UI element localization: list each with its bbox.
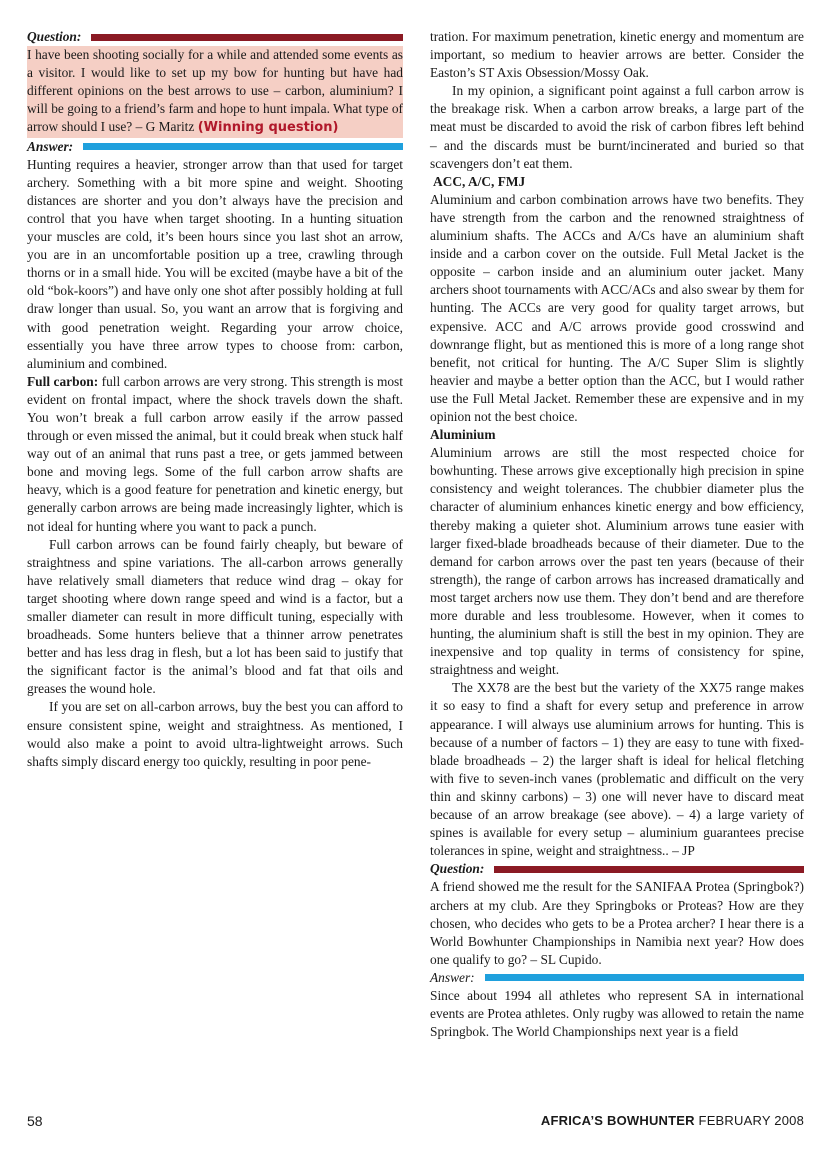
answer-paragraph: tration. For maximum penetration, kinetic energy and momentum are important, so medium to heavier arrows are better. Consider the Easton’s ST Axis Obsession/Mossy Oak. bbox=[430, 29, 804, 81]
section-heading: Aluminium bbox=[430, 427, 496, 443]
question-text bbox=[27, 46, 403, 137]
answer-paragraph: If you are set on all-carbon arrows, buy the best you can afford to ensure consistent spine, weight and straightness. As mentioned, I would also make a point to avoid ultra-lightweight arrows. Such shafts simply discard energy too quickly, resulting in poor pene- bbox=[27, 699, 403, 769]
question-label: Question: bbox=[430, 861, 485, 877]
magazine-title: AFRICA’S BOWHUNTER bbox=[540, 1113, 695, 1128]
question-header bbox=[27, 28, 403, 46]
paragraph-lead: Full carbon: bbox=[27, 373, 99, 389]
page-number: 58 bbox=[27, 1113, 43, 1129]
issue-date: FEBRUARY 2008 bbox=[698, 1113, 804, 1128]
winning-question-badge: (Winning question) bbox=[197, 120, 339, 136]
left-column bbox=[27, 28, 403, 771]
answer-paragraph: The XX78 are the best but the variety of the XX75 range makes it so easy to find a shaft for every setup and preference in arrow appearance. I will always use aluminium arrows for hunting. This is because of a number of factors – 1) they are easy to tune with fixed-blade broadheads – 2) the larger shaft is ideal for helical fletching with five to seven-inch vanes (problematic and difficult on the very thin and skinny carbons) – 3) one will never have to discard meat because of an arrow breakage (see above). – 4) a large variety of spines is available for every setup – aluminium guarantees precise tolerances in spine, weight and straightness.. – JP bbox=[430, 680, 804, 859]
question-label: Question: bbox=[27, 29, 82, 44]
question-header bbox=[430, 860, 804, 878]
section-heading: ACC, A/C, FMJ bbox=[433, 173, 526, 189]
answer-paragraph: Aluminium and carbon combination arrows have two benefits. They have strength from the carbon and the renowned straightness of aluminium shafts. The ACCs and A/Cs have an aluminium shaft inside and a carbon cover on the outside. Full Metal Jacket is the opposite – carbon inside and an aluminium outer jacket. Many archers shoot tournaments with ACC/ACs and also swear by them for hunting. The ACCs are very good for quality target arrows, but expensive. ACC and A/C arrows provide good crosswind and downrange flight, but as mentioned this is more of a long range shot benefit, not critical for hunting. The A/C Super Slim is slightly heavier and maybe a better option than the ACC, but I would rather use the Full Metal Jacket. Remember these are expensive and in my opinion not the best choice. bbox=[430, 191, 804, 424]
answer-paragraph: Aluminium arrows are still the most respected choice for bowhunting. These arrows give exceptionally high precision in spine consistency and weight tolerances. The chubbier diameter plus the character of aluminium enhances kinetic energy and bow efficiency, thereby making a quieter shot. Aluminium arrows tune easier with larger fixed-blade broadheads because of their diameter. Due to the demand for carbon arrows over the past ten years (because of their strength), the range of carbon arrows has increased dramatically and most target archers now use them. They don’t bend and are therefore more durable and less troublesome. However, when it comes to hunting, the aluminium shaft is still the best in my opinion. They are inexpensive and top quality in terms of consistency for spine, straightness and weight. bbox=[430, 445, 804, 678]
answer-paragraph: In my opinion, a significant point against a full carbon arrow is the breakage risk. When a carbon arrow breaks, a large part of the meat must be discarded to avoid the risk of carbon fibres left behind – and the discards must be burnt/incinerated and buried so that scavengers don’t eat them. bbox=[430, 83, 804, 171]
question-divider-bar bbox=[91, 34, 403, 41]
answer-label: Answer: bbox=[27, 138, 74, 154]
question-body: I have been shooting socially for a while and attended some events as a visitor. I would like to set up my bow for hunting but have had different opinions on the best arrows to use – carbon, aluminium? I will be going to a friend’s farm and hope to hunt impala. What type of arrow should I use? – G Maritz bbox=[27, 47, 403, 135]
answer-paragraph: Since about 1994 all athletes who represent SA in international events are Protea athletes. Only rugby was allowed to retain the name Springbok. The World Championships next year is a field bbox=[430, 987, 804, 1040]
answer-label: Answer: bbox=[430, 969, 475, 985]
answer-paragraph: Full carbon arrows can be found fairly cheaply, but beware of straightness and spine variations. The all-carbon arrows generally have relatively small diameters that reduce wind drag – okay for target shooting where down range speed and wind is a factor, but a smaller diameter can result in more difficult tuning, especially with broadheads. Some hunters believe that a thinner arrow penetrates better and has less drag in flesh, but a lot has been said to justify that the significant factor is the animal’s blood and fat that oils and greases the wound hole. bbox=[27, 536, 403, 697]
question-text: A friend showed me the result for the SANIFAA Protea (Springbok?) archers at my club. Are they Springboks or Proteas? How are they chosen, who decides who gets to be a Protea archer? I hear there is a World Bowhunter Championships in Namibia next year? How does one qualify to go? – SL Cupido. bbox=[430, 879, 804, 967]
answer-header bbox=[430, 969, 804, 987]
answer-paragraph bbox=[27, 373, 403, 536]
right-column bbox=[430, 28, 804, 1041]
magazine-footer bbox=[541, 1113, 804, 1128]
answer-paragraph: Hunting requires a heavier, stronger arrow than that used for target archery. Something with a bit more spine and weight. Shooting distances are shorter and you don’t always have the precision and control that you have when target shooting. In a hunting situation your muscles are cold, it’s been hours since you last shot an arrow, you are in an uncomfortable position up a tree, crawling through thorns or in a small hide. You will be excited (maybe have a bit of the old “bok-koors”) and have only one shot after possibly holding at full draw longer than usual. So, you want an arrow that is forgiving and with good penetration weight. Regarding your arrow choice, essentially you have three arrow types to choose from: carbon, aluminium and combined. bbox=[27, 156, 403, 371]
answer-header bbox=[27, 138, 403, 156]
answer-divider-bar bbox=[485, 974, 804, 981]
question-divider-bar bbox=[494, 866, 804, 873]
paragraph-body: full carbon arrows are very strong. This strength is most evident on frontal impact, where the shock travels down the shaft. You won’t break a full carbon arrow easily if the arrow passed through or even missed the animal, but it could break when stuck half way out of an animal that runs past a tree, or gets jammed between bone and moving legs. Some of the full carbon arrow shafts are heavy, which is a good feature for penetration and kinetic energy, but generally carbon arrows are being made increasingly lighter, which is not ideal for hunting where you want to pack a punch. bbox=[27, 373, 403, 534]
answer-divider-bar bbox=[83, 143, 403, 150]
